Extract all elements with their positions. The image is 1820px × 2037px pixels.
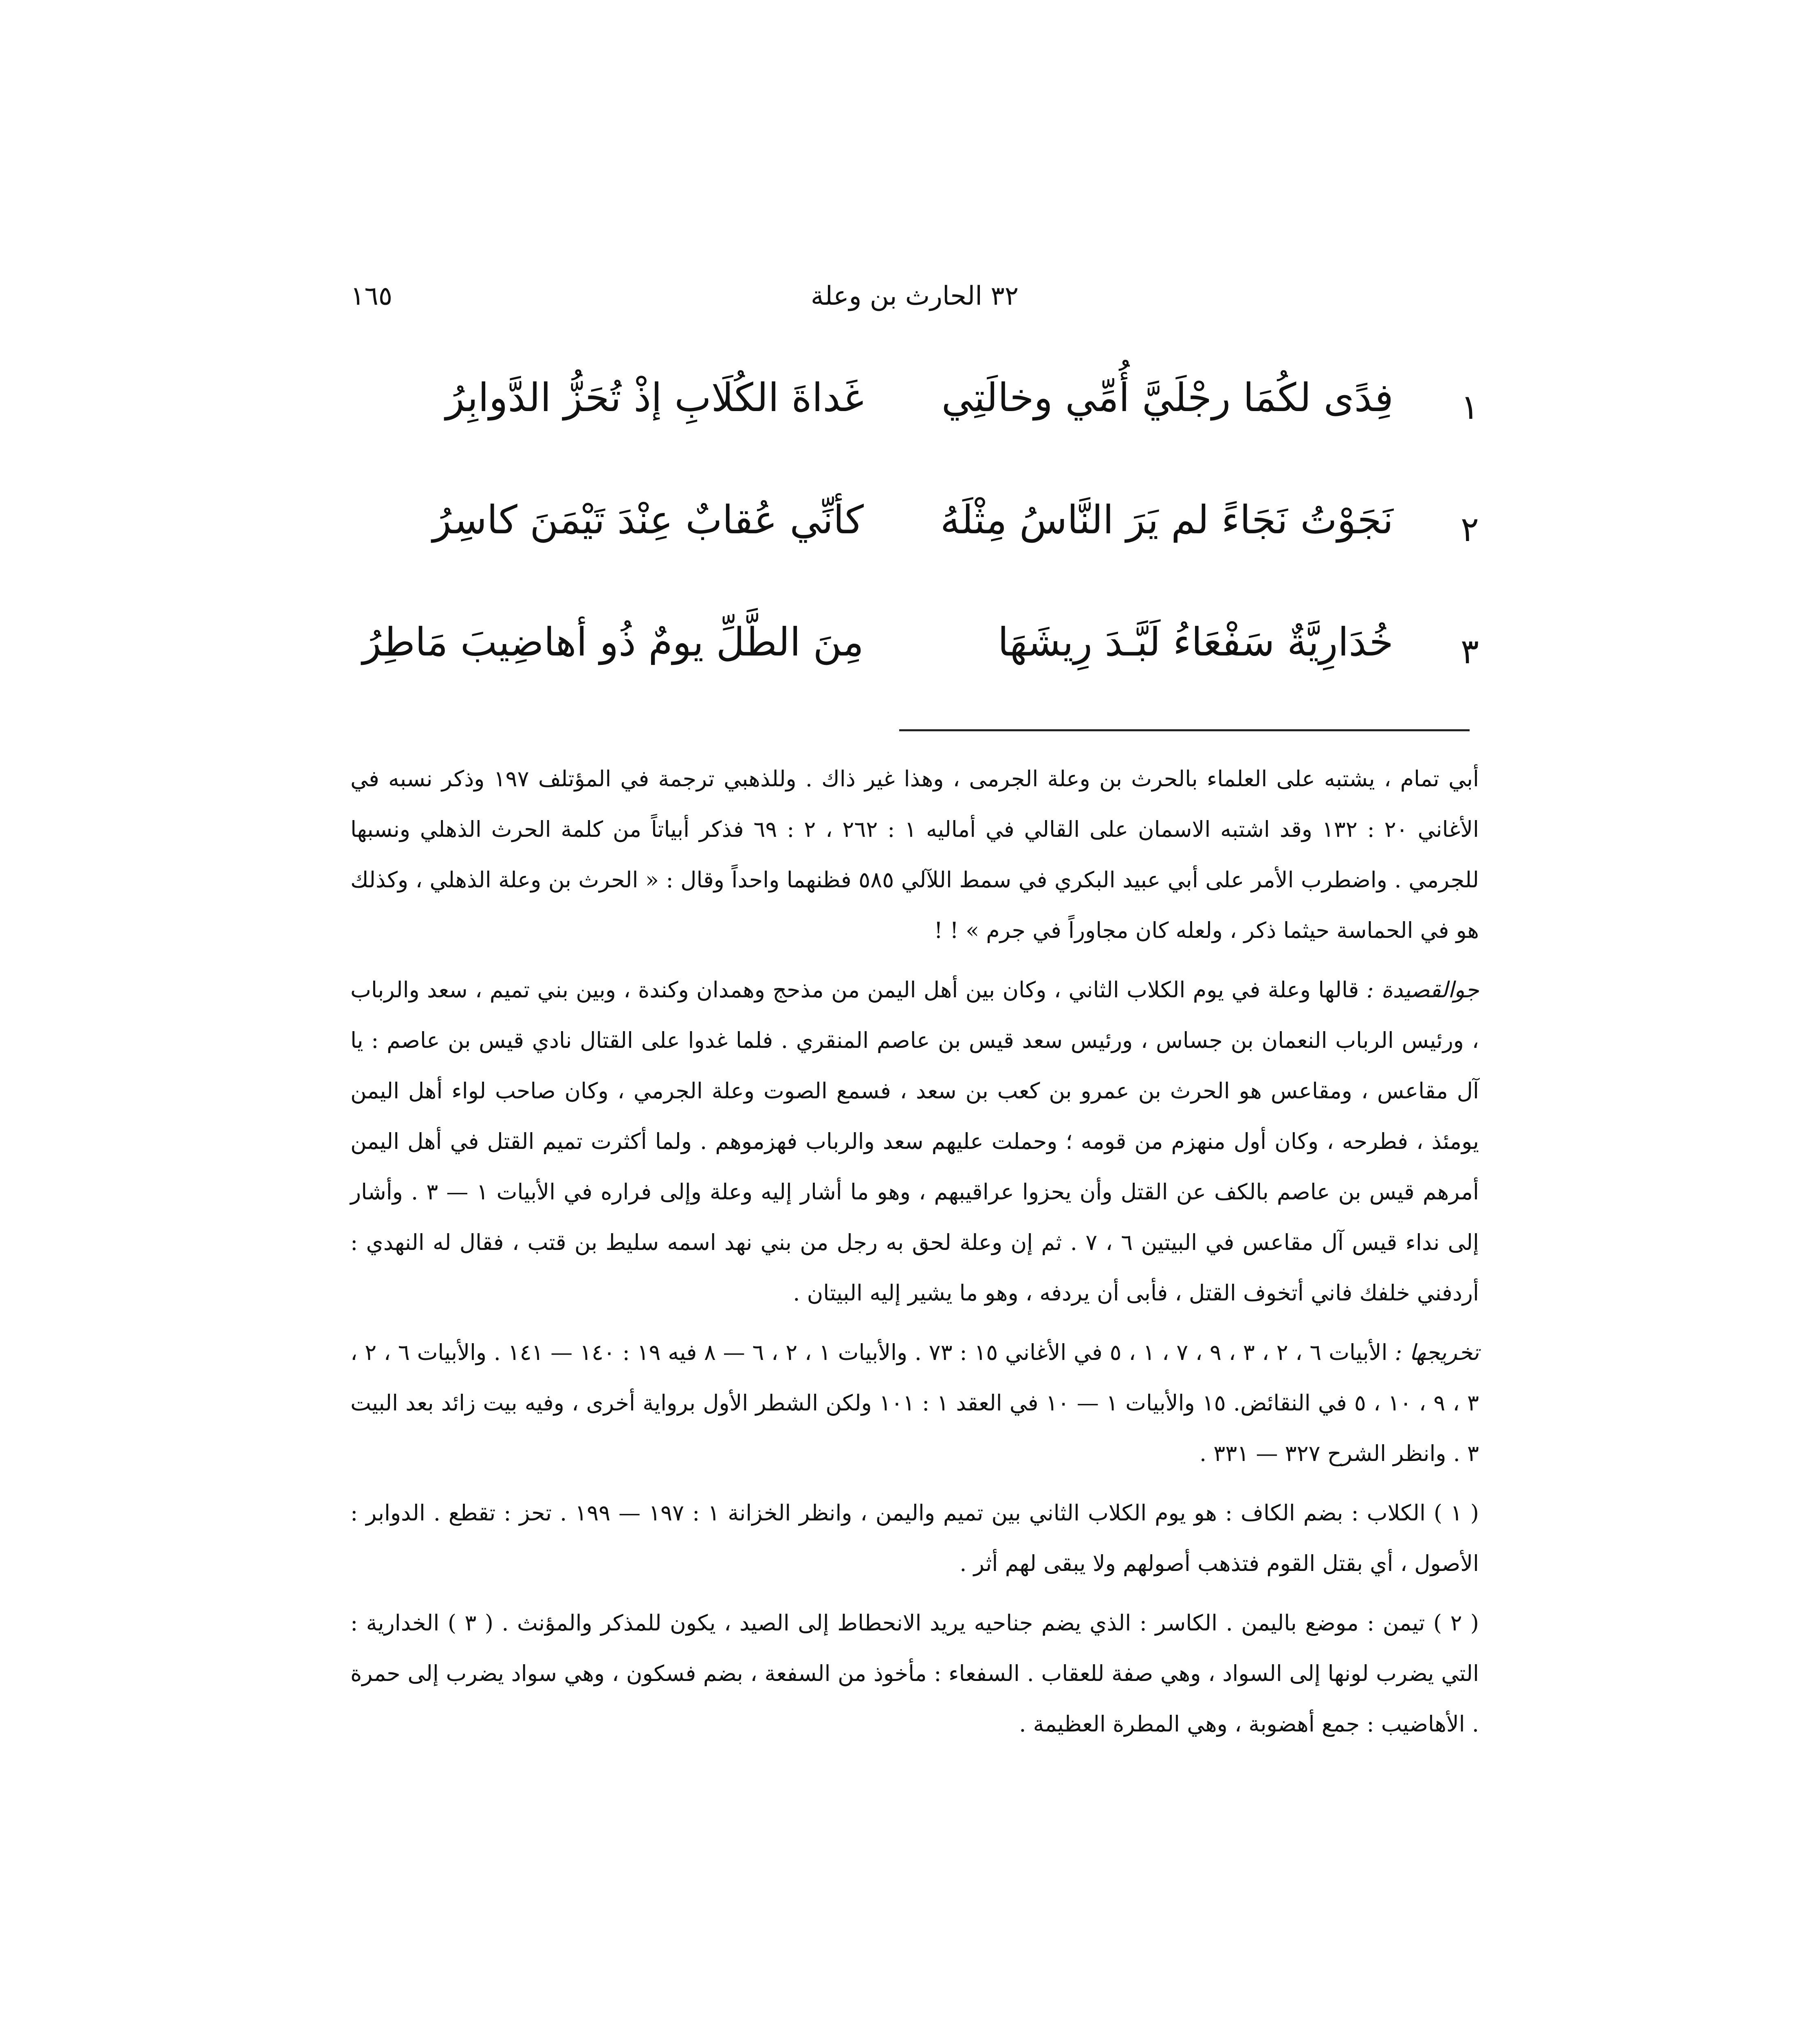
verse-second-hemistich: مِنَ الطَّلِّ يومٌ ذُو أهاضِيبَ مَاطِرُ [362,619,864,665]
verse-first-hemistich: خُدَارِيَّةٌ سَفْعَاءُ لَبَّـدَ رِيشَهَا [997,619,1393,665]
footnote-divider [899,729,1470,731]
verse-3 [350,603,1479,725]
verse-number: ٢ [1460,509,1479,549]
verse-number: ١ [1460,387,1479,427]
verse-first-hemistich: نَجَوْتُ نَجَاءً لم يَرَ النَّاسُ مِثْلَهُ [940,497,1393,543]
verse-second-hemistich: غَداةَ الكُلَابِ إذْ تُحَزُّ الدَّوابِرُ [445,375,864,420]
verse-number: ٣ [1460,631,1479,671]
verse-1 [350,359,1479,481]
chapter-title: ٣٢ الحارث بن وعلة [810,281,1019,311]
qasida-label: جوالقصيدة : [1366,977,1479,1003]
note-qasida [350,965,1479,1318]
takhrij-label: تخريجها : [1395,1340,1479,1365]
verse-2 [350,481,1479,603]
qasida-text: قالها وعلة في يوم الكلاب الثاني ، وكان بين أهل اليمن من مذحج وهمدان وكندة ، وبين بني تميم ، سعد والرباب ، ورئيس الرباب النعمان بن جساس ، ورئيس سعد قيس بن عاصم المنقري . فلما غدوا على القتال نادي قيس بن عاصم : يا آل مقاعس ، ومقاعس هو الحرث بن عمرو بن كعب بن سعد ، فسمع الصوت وعلة الجرمي ، وكان صاحب لواء أهل اليمن يومئذ ، فطرحه ، وكان أول منهزم من قومه ؛ وحملت عليهم سعد والرباب فهزموهم . ولما أكثرت تميم القتل في أهل اليمن أمرهم قيس بن عاصم بالكف عن القتل وأن يحزوا عراقيبهم ، وهو ما أشار إليه وعلة وإلى فراره في الأبيات ١ — ٣ . وأشار إلى نداء قيس آل مقاعس في البيتين ٦ ، ٧ . ثم إن وعلة لحق به رجل من بني نهد اسمه سليط بن قتب ، فقال له النهدي : أردفني خلفك فاني أتخوف القتل ، فأبى أن يردفه ، وهو ما يشير إليه البيتان . [350,977,1479,1306]
note-takhrij [350,1327,1479,1479]
takhrij-text: الأبيات ٦ ، ٢ ، ٣ ، ٩ ، ٧ ، ١ ، ٥ في الأغاني ١٥ : ٧٣ . والأبيات ١ ، ٢ ، ٦ — ٨ فيه ١٩ : ١٤٠ — ١٤١ . والأبيات ٦ ، ٢ ، ٣ ، ٩ ، ١٠ ، ٥ في النقائض. ١٥ والأبيات ١ — ١٠ في العقد ١ : ١٠١ ولكن الشطر الأول برواية أخرى ، وفيه بيت زائد بعد البيت ٣ . وانظر الشرح ٣٢٧ — ٣٣١ . [350,1340,1479,1466]
gloss-verses-2-3: ( ٢ ) تيمن : موضع باليمن . الكاسر : الذي يضم جناحيه يريد الانحطاط إلى الصيد ، يكون للمذكر والمؤنث . ( ٣ ) الخدارية : التي يضرب لونها إلى السواد ، وهي صفة للعقاب . السفعاء : مأخوذ من السفعة ، بضم فسكون ، وهي سواد يضرب إلى حمرة . الأهاضيب : جمع أهضوبة ، وهي المطرة العظيمة . [350,1610,1479,1737]
page-number: ١٦٥ [350,281,393,311]
gloss-verse-1: ( ١ ) الكلاب : بضم الكاف : هو يوم الكلاب الثاني بين تميم واليمن ، وانظر الخزانة ١ : ١٩٧ — ١٩٩ . تحز : تقطع . الدوابر : الأصول ، أي بقتل القوم فتذهب أصولهم ولا يبقى لهم أثر . [350,1500,1479,1576]
footnotes [350,754,1479,1758]
poem-verses [350,359,1479,725]
running-head [350,281,1479,330]
note-intro: أبي تمام ، يشتبه على العلماء بالحرث بن وعلة الجرمى ، وهذا غير ذاك . وللذهبي ترجمة في المؤتلف ١٩٧ وذكر نسبه في الأغاني ٢٠ : ١٣٢ وقد اشتبه الاسمان على القالي في أماليه ١ : ٢٦٢ ، ٢ : ٦٩ فذكر أبياتاً من كلمة الحرث الذهلي ونسبها للجرمي . واضطرب الأمر على أبي عبيد البكري في سمط اللآلي ٥٨٥ فظنهما واحداً وقال : « الحرث بن وعلة الذهلي ، وكذلك هو في الحماسة حيثما ذكر ، ولعله كان مجاوراً في جرم » ! ! [350,766,1479,943]
verse-first-hemistich: فِدًى لكُمَا رجْلَيَّ أُمِّي وخالَتِي [941,375,1393,420]
verse-second-hemistich: كأنِّي عُقابٌ عِنْدَ تَيْمَنَ كاسِرُ [432,497,864,543]
